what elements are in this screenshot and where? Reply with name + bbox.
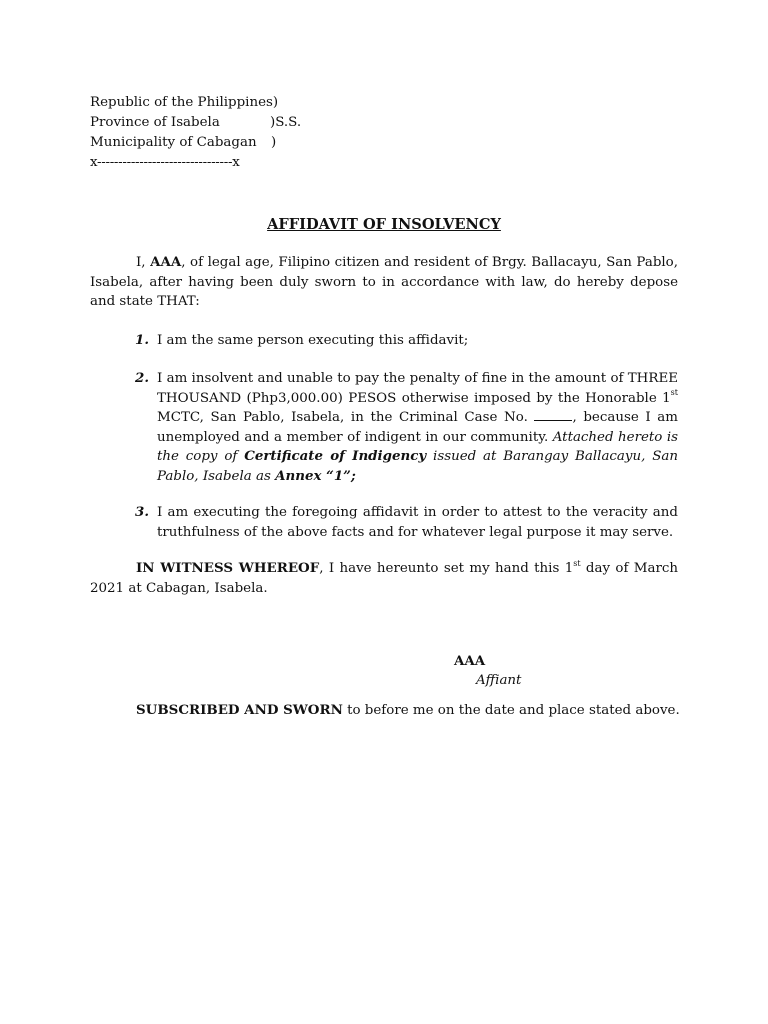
intro-text-start: I,	[136, 255, 151, 270]
issued-at-text: issued at Barangay Ballacayu, San Pablo, Isabela as	[157, 449, 678, 484]
signature-block	[454, 652, 678, 690]
venue-line-republic	[90, 93, 678, 113]
witness-text-part2: day of March 2021 at Cabagan, Isabela.	[90, 561, 678, 596]
numbered-item-2	[90, 369, 678, 486]
affidavit-document	[90, 93, 678, 721]
jurat-line	[90, 700, 678, 721]
venue-ss-mark: )S.S.	[270, 115, 302, 130]
item-number: 2.	[135, 370, 149, 386]
venue-line-municipality	[90, 133, 678, 153]
venue-separator-rule: x--------------------------------x	[90, 155, 240, 170]
venue-province-text: Province of Isabela	[90, 115, 220, 130]
witness-paragraph	[90, 559, 678, 598]
case-number-blank	[534, 409, 572, 421]
numbered-item-3	[90, 503, 678, 542]
item-text-part1: I am insolvent and unable to pay the penalty of fine in the amount of THREE THOUSAND (Php3,000.00) PESOS otherwise imposed by the Honorable 1	[157, 371, 678, 406]
intro-text-rest: , of legal age, Filipino citizen and resident of Brgy. Ballacayu, San Pablo, Isabela, after having been duly sworn to in accordance with law, do hereby depose and state THAT:	[90, 255, 678, 309]
ordinal-suffix: st	[573, 558, 581, 568]
witness-text-part1: , I have hereunto set my hand this 1	[319, 561, 574, 576]
intro-paragraph	[90, 253, 678, 312]
affiant-role-label: Affiant	[476, 673, 522, 688]
venue-paren-mark: )	[271, 135, 277, 150]
affiant-signature-name: AAA	[454, 653, 486, 669]
item-text-part2: MCTC, San Pablo, Isabela, in the Criminal Case No.	[157, 410, 535, 425]
attached-text: Attached hereto is the copy of	[157, 429, 678, 464]
ordinal-suffix: st	[670, 388, 678, 398]
item-number: 1.	[135, 331, 149, 348]
numbered-item-1	[90, 331, 678, 351]
certificate-of-indigency-text: Certificate of Indigency	[244, 448, 427, 464]
venue-republic-text: Republic of the Philippines)	[90, 95, 279, 110]
affiant-name-inline: AAA	[150, 254, 182, 270]
item-number: 3.	[135, 504, 149, 520]
venue-municipality-text: Municipality of Cabagan	[90, 135, 257, 150]
subscribed-sworn-label: SUBSCRIBED AND SWORN	[136, 702, 343, 718]
venue-block	[90, 93, 678, 173]
venue-line-province	[90, 113, 678, 133]
item-text: I am the same person executing this affidavit;	[157, 332, 469, 348]
item-text-part3: , because I am unemployed and a member of indigent in our community.	[157, 410, 678, 445]
witness-whereof-label: IN WITNESS WHEREOF	[136, 560, 320, 576]
item-text: I am executing the foregoing affidavit in order to attest to the veracity and truthfulness of the above facts and for whatever legal purpose it may serve.	[157, 505, 678, 540]
document-title: AFFIDAVIT OF INSOLVENCY	[267, 216, 501, 233]
jurat-text: to before me on the date and place stated above.	[342, 703, 680, 718]
annex-label: Annex “1”;	[275, 467, 356, 484]
